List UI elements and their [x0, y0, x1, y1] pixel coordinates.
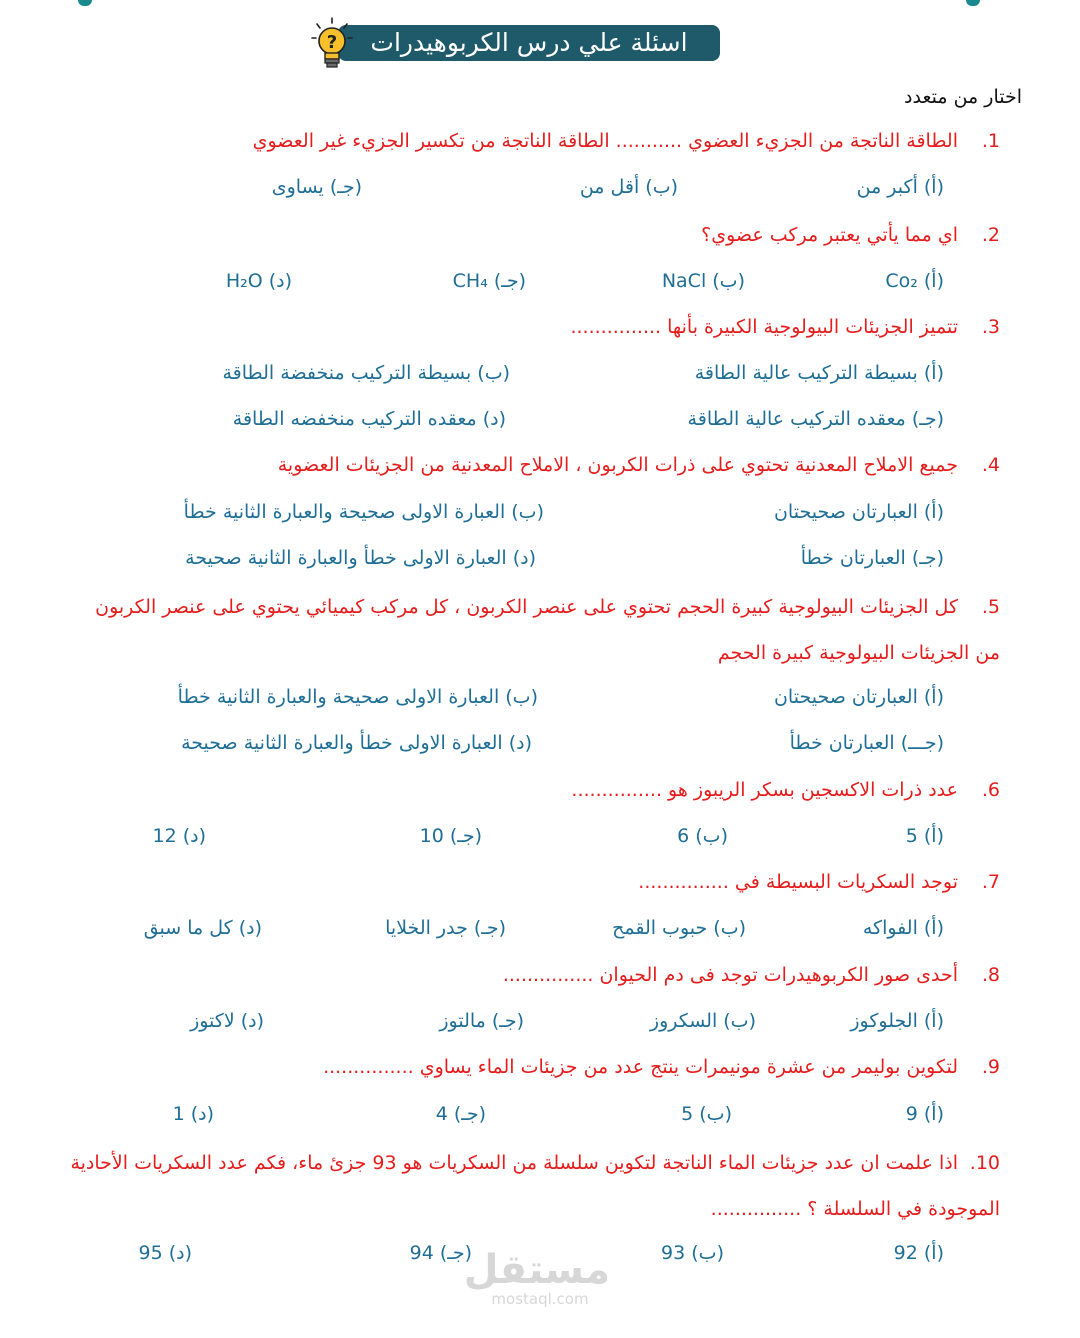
option-b[interactable]: (ب) 93: [661, 1242, 724, 1264]
option-b[interactable]: (ب) حبوب القمح: [612, 917, 746, 939]
section-heading: اختار من متعدد: [904, 86, 1022, 108]
option-c[interactable]: (جـ) جدر الخلايا: [385, 917, 506, 939]
option-d[interactable]: (د) 1: [172, 1103, 214, 1125]
corner-decoration-left: [78, 0, 92, 6]
option-d[interactable]: (د) معقده التركيب منخفضه الطاقة: [232, 408, 506, 430]
question-text: اي مما يأتي يعتبر مركب عضوي؟: [701, 224, 958, 246]
question-number: 8.: [981, 964, 1000, 986]
question-text: تتميز الجزيئات البيولوجية الكبيرة بأنها ...............: [570, 316, 958, 338]
question-text: توجد السكريات البسيطة في ...............: [638, 871, 958, 893]
watermark-latin: mostaql.com: [491, 1290, 589, 1308]
option-b[interactable]: (ب) بسيطة التركيب منخفضة الطاقة: [222, 362, 510, 384]
option-d[interactable]: (د) العبارة الاولى خطأ والعبارة الثانية صحيحة: [181, 732, 532, 754]
option-a[interactable]: (أ) أكبر من: [856, 176, 944, 198]
watermark: [463, 1247, 610, 1308]
question-text: أحدى صور الكربوهيدرات توجد فى دم الحيوان ...............: [502, 964, 958, 986]
option-c[interactable]: (جـــ) العبارتان خطأ: [789, 732, 944, 754]
question-7: [638, 871, 1000, 893]
option-a[interactable]: (أ) العبارتان صحيحتان: [773, 501, 944, 523]
question-number: 4.: [981, 454, 1000, 476]
option-c[interactable]: (جـ) 4: [435, 1103, 486, 1125]
option-b[interactable]: (ب) 5: [681, 1103, 732, 1125]
question-number: 6.: [981, 779, 1000, 801]
option-b[interactable]: (ب) أقل من: [579, 176, 678, 198]
question-text: الطاقة الناتجة من الجزيء العضوي ........... الطاقة الناتجة من تكسير الجزيء غير العضوي: [252, 130, 958, 152]
option-d[interactable]: (د) العبارة الاولى خطأ والعبارة الثانية صحيحة: [185, 547, 536, 569]
option-d[interactable]: (د) 95: [138, 1242, 192, 1264]
question-1: [253, 130, 1000, 152]
question-9: [323, 1056, 1000, 1078]
option-a[interactable]: (أ) 5: [905, 825, 944, 847]
question-10: [70, 1140, 1000, 1232]
question-2: [701, 224, 1000, 246]
option-c[interactable]: (جـ) يساوى: [271, 176, 362, 198]
option-b[interactable]: (ب) 6: [677, 825, 728, 847]
option-a[interactable]: (أ) بسيطة التركيب عالية الطاقة: [694, 362, 944, 384]
option-c[interactable]: (جـ) العبارتان خطأ: [800, 547, 944, 569]
question-number: 7.: [981, 871, 1000, 893]
question-text: عدد ذرات الاكسجين بسكر الريبوز هو ...............: [571, 779, 958, 801]
question-text: لتكوين بوليمر من عشرة مونيمرات ينتج عدد من جزيئات الماء يساوي ...............: [323, 1056, 958, 1078]
option-d[interactable]: (د) H₂O: [225, 270, 292, 292]
option-c[interactable]: (جـ) 94: [409, 1242, 472, 1264]
lightbulb-question-icon: [310, 16, 354, 72]
option-a[interactable]: (أ) الفواكه: [862, 917, 944, 939]
option-a[interactable]: (أ) Co₂: [885, 270, 944, 292]
option-c[interactable]: (جـ) 10: [419, 825, 482, 847]
page-title: اسئلة علي درس الكربوهيدرات: [338, 25, 720, 61]
question-number: 9.: [981, 1056, 1000, 1078]
svg-text:?: ?: [326, 32, 338, 53]
question-number: 10.: [969, 1152, 1000, 1174]
option-a[interactable]: (أ) الجلوكوز: [850, 1010, 944, 1032]
question-text: اذا علمت ان عدد جزيئات الماء الناتجة لتكوين سلسلة من السكريات هو 93 جزئ ماء، فكم عدد السكريات الأحادية الموجودة في السلسلة ؟ ...............: [70, 1152, 1000, 1220]
watermark-arabic: مستقل: [463, 1247, 610, 1293]
question-text: كل الجزيئات البيولوجية كبيرة الحجم تحتوي على عنصر الكربون ، كل مركب كيميائي يحتوي على عنصر الكربون من الجزيئات البيولوجية كبيرة الحجم: [95, 596, 1000, 664]
option-c[interactable]: (جـ) CH₄: [452, 270, 526, 292]
question-6: [571, 779, 1000, 801]
option-a[interactable]: (أ) 92: [893, 1242, 944, 1264]
option-d[interactable]: (د) 12: [152, 825, 206, 847]
question-5: [70, 584, 1000, 676]
question-number: 1.: [981, 130, 1000, 152]
question-3: [570, 316, 1000, 338]
question-4: [278, 454, 1000, 476]
option-b[interactable]: (ب) العبارة الاولى صحيحة والعبارة الثانية خطأ: [183, 501, 544, 523]
question-8: [503, 964, 1000, 986]
title-banner: [310, 22, 722, 66]
option-b[interactable]: (ب) NaCl: [661, 270, 745, 292]
corner-decoration-right: [966, 0, 980, 6]
option-d[interactable]: (د) كل ما سبق: [143, 917, 262, 939]
option-c[interactable]: (جـ) مالتوز: [439, 1010, 524, 1032]
option-a[interactable]: (أ) العبارتان صحيحتان: [773, 686, 944, 708]
option-a[interactable]: (أ) 9: [905, 1103, 944, 1125]
question-number: 3.: [981, 316, 1000, 338]
question-text: جميع الاملاح المعدنية تحتوي على ذرات الكربون ، الاملاح المعدنية من الجزيئات العضوية: [277, 454, 958, 476]
option-d[interactable]: (د) لاكتوز: [190, 1010, 264, 1032]
option-b[interactable]: (ب) السكروز: [649, 1010, 756, 1032]
option-c[interactable]: (جـ) معقده التركيب عالية الطاقة: [687, 408, 944, 430]
question-number: 2.: [981, 224, 1000, 246]
option-b[interactable]: (ب) العبارة الاولى صحيحة والعبارة الثانية خطأ: [177, 686, 538, 708]
question-number: 5.: [981, 596, 1000, 618]
